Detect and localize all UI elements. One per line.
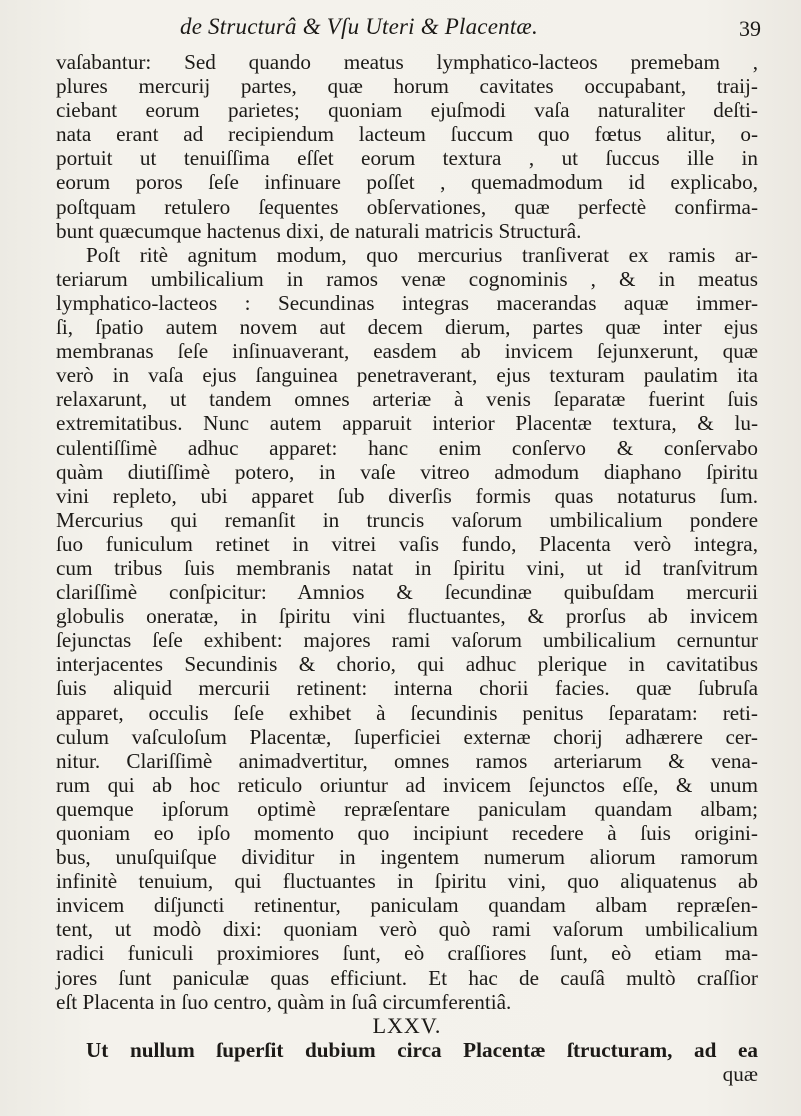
running-head: de Structurâ & Vſu Uteri & Placentæ. <box>180 14 538 39</box>
text-line: Ut nullum ſuperſit dubium circa Placentæ ſtructuram, ad ea <box>86 1037 758 1062</box>
text-line: interjacentes Secundinis & chorio, qui adhuc plerique in cavitatibus <box>56 652 758 677</box>
text-line: verò in vaſa ejus ſanguinea penetraverant, ejus texturam paulatim ita <box>56 363 758 388</box>
text-line: quemque ipſorum optimè repræſentare paniculam quandam albam; <box>56 796 758 821</box>
text-line: poſtquam retulero ſequentes obſervationes, quæ perfectè confirma- <box>56 194 758 219</box>
text-line: extremitatibus. Nunc autem apparuit interior Placentæ textura, & lu- <box>56 411 758 436</box>
text-line: apparet, occulis ſeſe exhibet à ſecundinis penitus ſeparatam: reti- <box>56 700 758 725</box>
section-number: LXXV. <box>372 1012 442 1038</box>
catchword: quæ <box>722 1061 758 1086</box>
text-line: quoniam eo ipſo momento quo incipiunt recedere à ſuis origini- <box>56 821 758 845</box>
text-line: eſt Placenta in ſuo centro, quàm in ſuâ circumferentiâ. <box>56 989 512 1014</box>
text-line: radici funiculi proximiores ſunt, eò craſſiores ſunt, eò etiam ma- <box>56 941 758 966</box>
text-line: bunt quæcumque hactenus dixi, de naturali matricis Structurâ. <box>56 218 582 243</box>
text-line: ſejunctas ſeſe exhibent: majores rami vaſorum umbilicalium cernuntur <box>56 628 758 653</box>
text-line: ciebant eorum parietes; quoniam ejuſmodi vaſa naturaliter deſti- <box>56 98 758 123</box>
text-line: clariſſimè conſpicitur: Amnios & ſecundinæ quibuſdam mercurii <box>56 580 758 605</box>
text-line: ſuo funiculum retinet in vitrei vaſis fundo, Placenta verò integra, <box>56 531 758 556</box>
text-line: Mercurius qui remanſit in truncis vaſorum umbilicalium pondere <box>56 507 758 532</box>
text-line: quàm diutiſſimè potero, in vaſe vitreo admodum diaphano ſpiritu <box>56 459 758 484</box>
text-line: infinitè tenuium, qui fluctuantes in ſpiritu vini, quo aliquatenus ab <box>56 869 758 894</box>
text-line: eorum poros ſeſe infinuare poſſet , quemadmodum id explicabo, <box>56 170 758 195</box>
text-line: Poſt ritè agnitum modum, quo mercurius tranſiverat ex ramis ar- <box>86 242 758 267</box>
text-line: bus, unuſquiſque dividitur in ingentem numerum aliorum ramorum <box>56 845 758 870</box>
text-line: ſuis aliquid mercurii retinent: interna chorii facies. quæ ſubruſa <box>56 676 758 701</box>
text-line: culentiſſimè adhuc apparet: hanc enim conſervo & conſervabo <box>56 435 758 460</box>
text-line: rum qui ab hoc reticulo oriuntur ad invicem ſejunctos eſſe, & unum <box>56 772 758 797</box>
text-line: teriarum umbilicalium in ramos venæ cognominis , & in meatus <box>56 266 758 291</box>
text-line: jores ſunt paniculæ quas efficiunt. Et hac de cauſâ multò craſſior <box>56 965 758 990</box>
text-line: vaſabantur: Sed quando meatus lymphatico-lacteos premebam , <box>56 50 758 74</box>
text-line: membranas ſeſe inſinuaverant, easdem ab invicem ſejunxerunt, quæ <box>56 339 758 364</box>
text-line: culum vaſculoſum Placentæ, ſuperficiei externæ chorij adhærere cer- <box>56 724 758 749</box>
text-line: lymphatico-lacteos : Secundinas integras macerandas aquæ immer- <box>56 290 758 315</box>
text-line: nitur. Clariſſimè animadvertitur, omnes ramos arteriarum & vena- <box>56 748 758 773</box>
text-line: plures mercurij partes, quæ horum cavitates occupabant, traij- <box>56 74 758 99</box>
text-line: portuit ut tenuiſſima eſſet eorum textura , ut ſuccus ille in <box>56 146 758 171</box>
text-line: relaxarunt, ut tandem omnes arteriæ à venis ſeparatæ fuerint ſuis <box>56 387 758 412</box>
page-number: 39 <box>739 16 761 41</box>
text-line: cum tribus ſuis membranis natat in ſpiritu vini, ut id tranſvitrum <box>56 555 758 580</box>
text-line: vini repleto, ubi apparet ſub diverſis formis quas notaturus ſum. <box>56 483 758 508</box>
text-line: nata erant ad recipiendum lacteum ſuccum quo fœtus alitur, o- <box>56 122 758 147</box>
page-header <box>0 14 801 50</box>
text-line: globulis oneratæ, in ſpiritu vini fluctuantes, & prorſus ab invicem <box>56 604 758 629</box>
text-line: tent, ut modò dixi: quoniam verò quò rami vaſorum umbilicalium <box>56 917 758 942</box>
text-line: invicem diſjuncti retinentur, paniculam quandam albam repræſen- <box>56 893 758 918</box>
body-text <box>56 50 758 1086</box>
text-line: ſi, ſpatio autem novem aut decem dierum, partes quæ inter ejus <box>56 315 758 340</box>
